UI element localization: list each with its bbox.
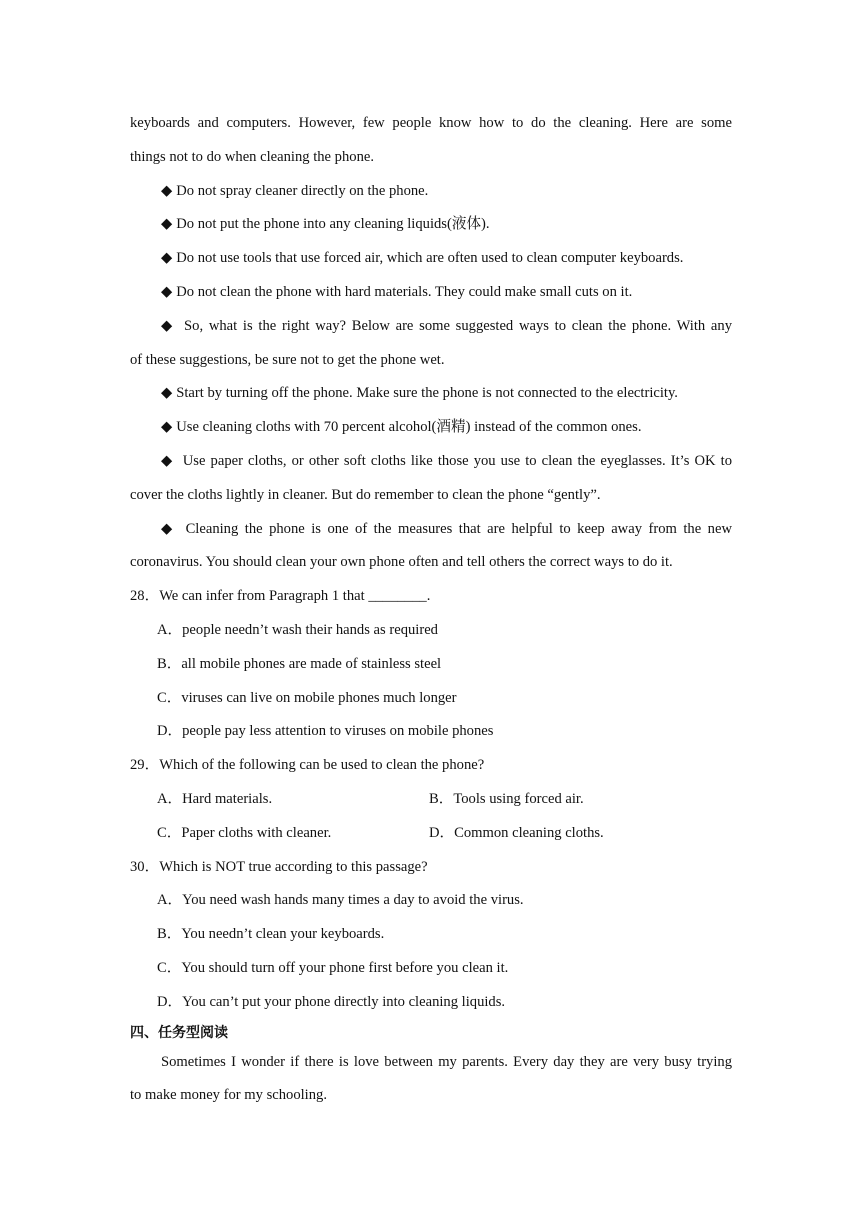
diamond-bullet-icon: ◆ [161, 452, 174, 469]
diamond-bullet-icon: ◆ [161, 216, 173, 233]
bullet-item-1 [130, 175, 732, 209]
question-29-stem: 29．Which of the following can be used to clean the phone? [130, 757, 485, 774]
passage-intro-line-2: things not to do when cleaning the phone. [130, 148, 374, 165]
diamond-bullet-icon: ◆ [161, 283, 173, 300]
diamond-bullet-icon: ◆ [161, 385, 173, 402]
section-4-line-1: Sometimes I wonder if there is love between my parents. Every day they are very busy trying [161, 1053, 732, 1070]
bullet-item-text: So, what is the right way? Below are some suggested ways to clean the phone. With any [184, 317, 732, 334]
question-28-option-c[interactable]: C．viruses can live on mobile phones much longer [157, 689, 457, 706]
bullet-item-5-line-1 [130, 310, 732, 344]
bullet-item-text: Do not clean the phone with hard materials. They could make small cuts on it. [176, 283, 633, 300]
document-page [130, 107, 732, 1113]
bullet-item-6 [130, 377, 732, 411]
diamond-bullet-icon: ◆ [161, 419, 173, 436]
question-30-option-a[interactable]: A．You need wash hands many times a day to avoid the virus. [157, 892, 524, 909]
section-4-line-2: to make money for my schooling. [130, 1087, 327, 1104]
bullet-item-text: Do not spray cleaner directly on the phone. [176, 182, 429, 199]
bullet-item-8-line-2: cover the cloths lightly in cleaner. But do remember to clean the phone “gently”. [130, 486, 601, 503]
question-29-option-d[interactable]: D．Common cleaning cloths. [429, 824, 604, 841]
question-29-option-a[interactable]: A．Hard materials. [157, 790, 273, 807]
question-28-option-a[interactable]: A．people needn’t wash their hands as required [157, 621, 438, 638]
question-28-option-d[interactable]: D．people pay less attention to viruses on mobile phones [157, 723, 494, 740]
question-30-option-c[interactable]: C．You should turn off your phone first before you clean it. [157, 959, 509, 976]
bullet-item-text: Do not use tools that use forced air, which are often used to clean computer keyboards. [176, 250, 684, 267]
bullet-item-9-line-1 [130, 513, 732, 547]
question-29-option-c[interactable]: C．Paper cloths with cleaner. [157, 824, 332, 841]
question-30-stem: 30．Which is NOT true according to this passage? [130, 858, 428, 875]
bullet-item-8-line-1 [130, 445, 732, 479]
bullet-item-7 [130, 411, 732, 445]
bullet-item-text: Cleaning the phone is one of the measures that are helpful to keep away from the new [185, 520, 732, 537]
bullet-item-text: Start by turning off the phone. Make sure the phone is not connected to the electricity. [176, 385, 678, 402]
question-29-option-b[interactable]: B．Tools using forced air. [429, 790, 584, 807]
question-28-stem: 28．We can infer from Paragraph 1 that ________. [130, 588, 431, 605]
passage-intro-line-1: keyboards and computers. However, few people know how to do the cleaning. Here are some [130, 115, 732, 131]
bullet-item-9-line-2: coronavirus. You should clean your own phone often and tell others the correct ways to do it. [130, 554, 673, 571]
diamond-bullet-icon: ◆ [161, 520, 176, 537]
question-28-option-b[interactable]: B．all mobile phones are made of stainless steel [157, 655, 442, 672]
diamond-bullet-icon: ◆ [161, 250, 173, 267]
bullet-item-2 [130, 208, 732, 242]
bullet-item-3 [130, 242, 732, 276]
diamond-bullet-icon: ◆ [161, 182, 173, 199]
bullet-item-5-line-2: of these suggestions, be sure not to get the phone wet. [130, 351, 445, 368]
question-30-option-b[interactable]: B．You needn’t clean your keyboards. [157, 926, 385, 943]
bullet-item-text: Use cleaning cloths with 70 percent alcohol(酒精) instead of the common ones. [176, 419, 642, 436]
bullet-item-4 [130, 276, 732, 310]
question-29-options-row-2 [130, 817, 732, 851]
question-29-options-row-1 [130, 783, 732, 817]
question-30-option-d[interactable]: D．You can’t put your phone directly into cleaning liquids. [157, 993, 506, 1010]
bullet-item-text: Do not put the phone into any cleaning liquids(液体). [176, 216, 490, 233]
bullet-item-text: Use paper cloths, or other soft cloths like those you use to clean the eyeglasses. It’s OK to [182, 452, 732, 469]
section-4-heading: 四、任务型阅读 [130, 1024, 228, 1041]
diamond-bullet-icon: ◆ [161, 317, 175, 334]
